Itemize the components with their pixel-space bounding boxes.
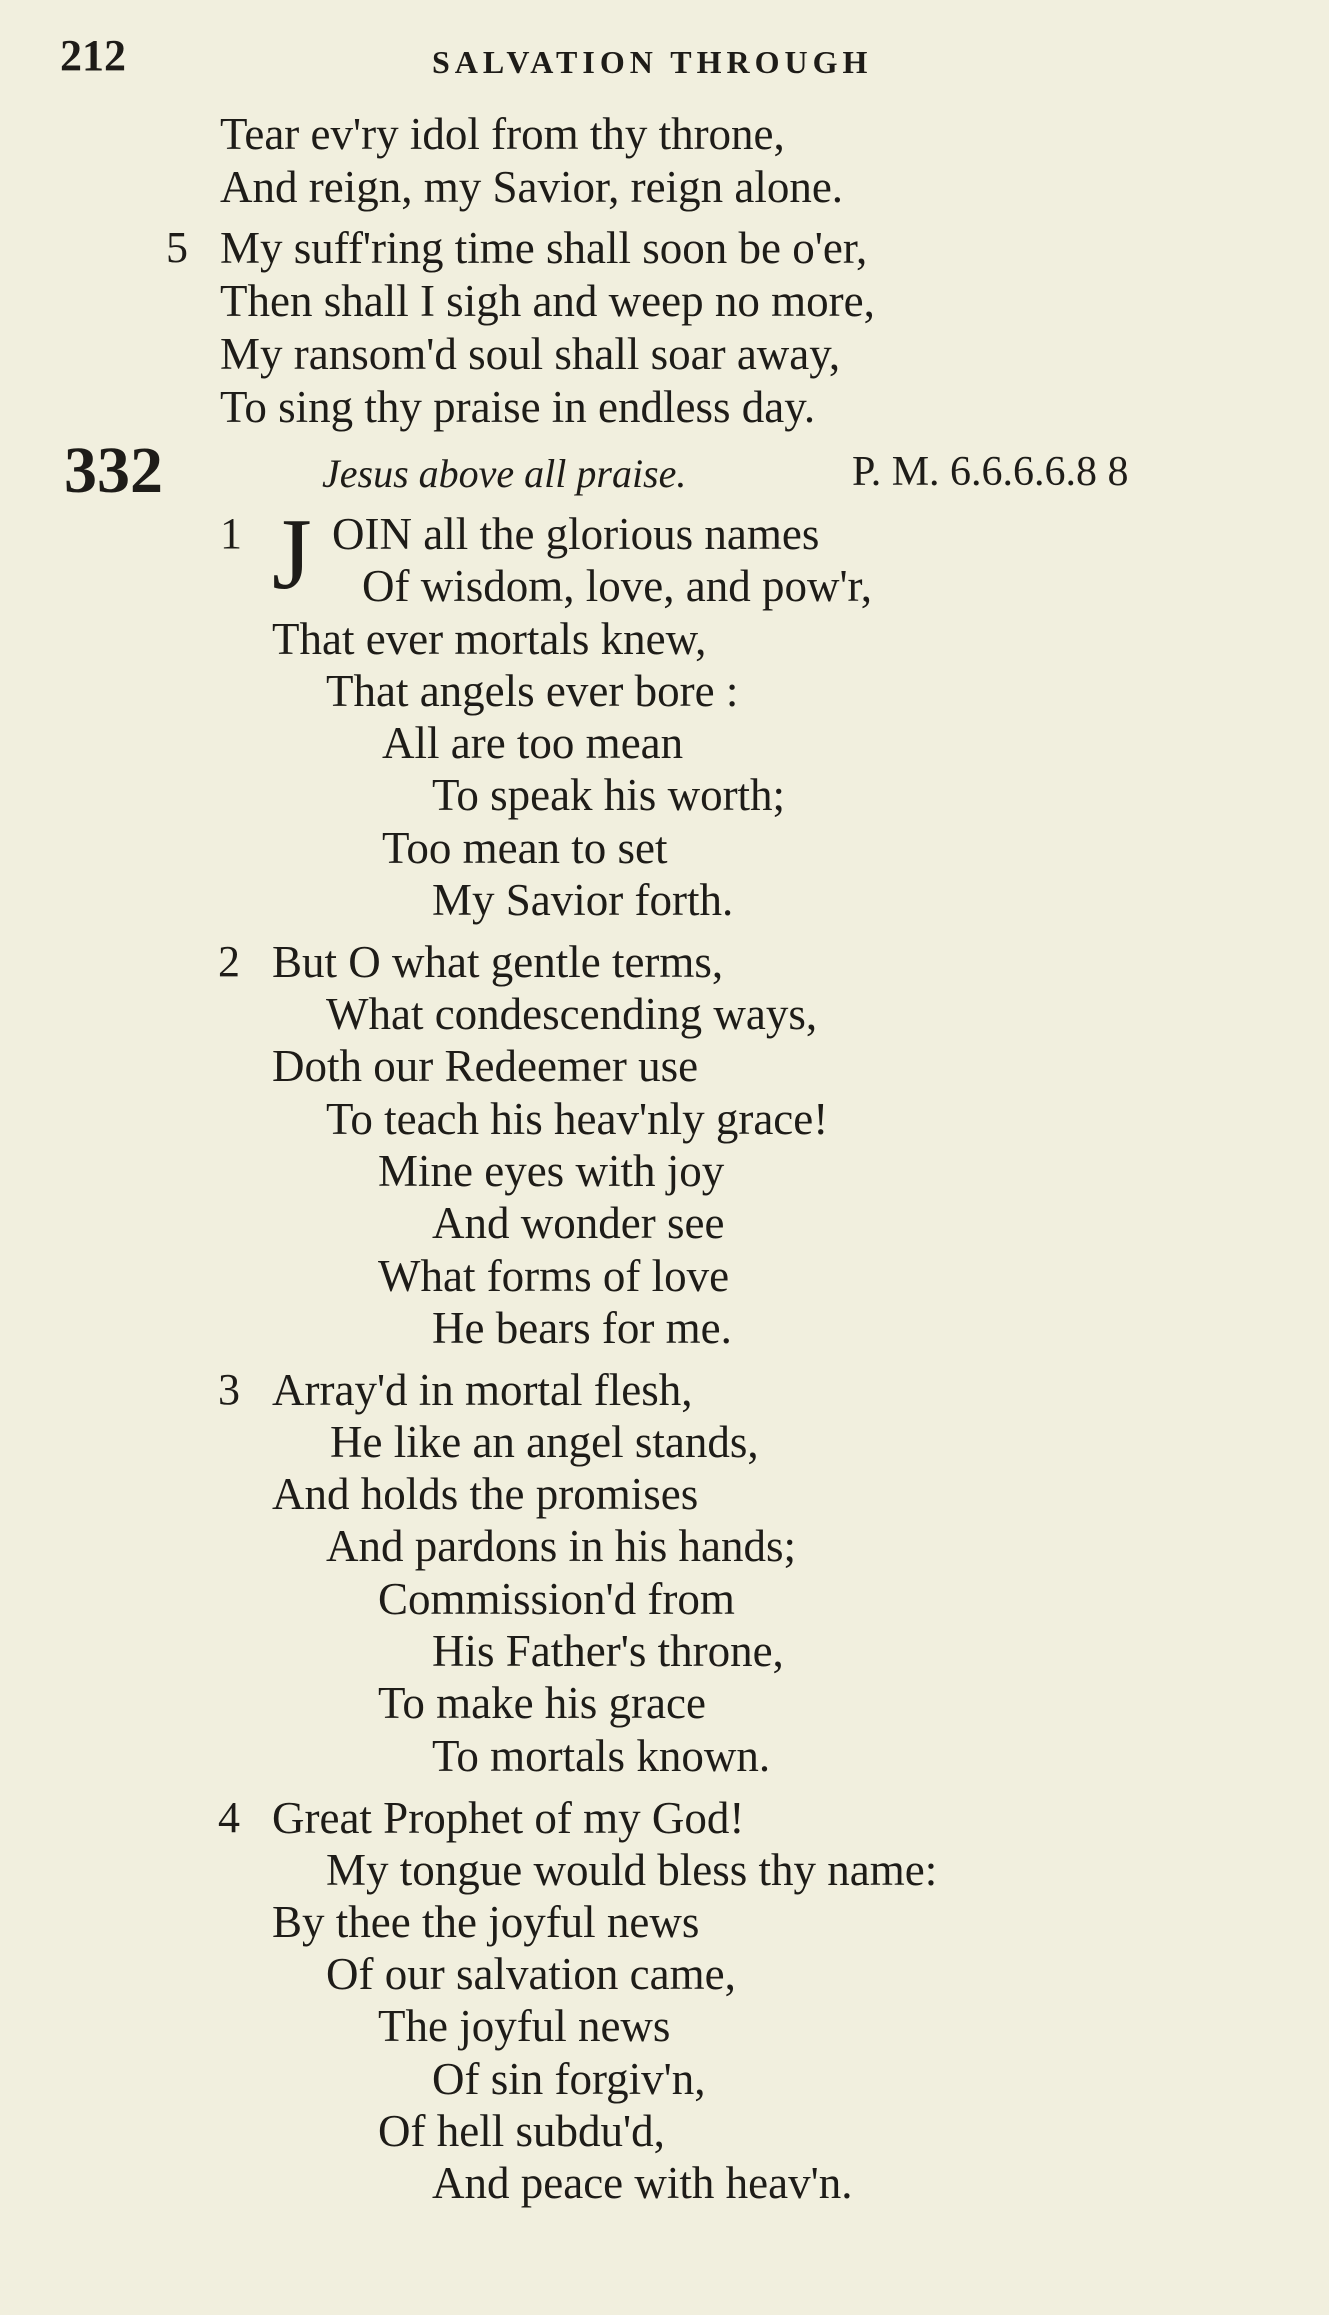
verse-line: Tear ev'ry idol from thy throne,: [220, 109, 785, 159]
verse-line: And holds the promises: [272, 1469, 699, 1519]
verse-line: But O what gentle terms,: [272, 937, 724, 987]
page-number: 212: [60, 31, 126, 80]
verse-line: My ransom'd soul shall soar away,: [220, 329, 841, 379]
verse-line: Array'd in mortal flesh,: [272, 1365, 693, 1415]
verse-line: That angels ever bore :: [326, 666, 739, 716]
verse-line: To teach his heav'nly grace!: [326, 1094, 829, 1144]
verse-line: Commission'd from: [378, 1574, 735, 1624]
verse-line: To mortals known.: [432, 1731, 771, 1781]
drop-cap: J: [272, 498, 312, 611]
verse-line: My tongue would bless thy name:: [326, 1845, 938, 1895]
verse-line: And peace with heav'n.: [432, 2158, 853, 2208]
verse-line: The joyful news: [378, 2001, 671, 2051]
verse-line: Of sin forgiv'n,: [432, 2054, 706, 2104]
page-header: [0, 30, 1329, 90]
hymn-title: Jesus above all praise.: [322, 451, 687, 496]
verse-line: And wonder see: [432, 1198, 725, 1248]
verse-line: My suff'ring time shall soon be o'er,: [220, 223, 868, 273]
verse-line: By thee the joyful news: [272, 1897, 700, 1947]
verse-number: 4: [218, 1793, 240, 1842]
verse-line: And reign, my Savior, reign alone.: [220, 162, 844, 212]
hymn-number: 332: [64, 434, 163, 507]
verse-line: Then shall I sigh and weep no more,: [220, 276, 875, 326]
verse-line: Of wisdom, love, and pow'r,: [362, 561, 872, 611]
verse-line: Doth our Redeemer use: [272, 1041, 699, 1091]
verse-line: My Savior forth.: [432, 875, 734, 925]
verse-line: OIN all the glorious names: [332, 509, 820, 559]
verse-line: What condescending ways,: [326, 989, 818, 1039]
verse-line: To speak his worth;: [432, 770, 786, 820]
verse-line: Great Prophet of my God!: [272, 1793, 745, 1843]
verse-line: Mine eyes with joy: [378, 1146, 725, 1196]
verse-line: He like an angel stands,: [330, 1417, 759, 1467]
verse-line: To sing thy praise in endless day.: [220, 382, 816, 432]
verse-line: His Father's throne,: [432, 1626, 784, 1676]
verse-number: 3: [218, 1365, 240, 1414]
verse-number: 1: [220, 509, 242, 558]
verse-line: What forms of love: [378, 1251, 730, 1301]
verse-number: 5: [166, 223, 188, 272]
verse-line: All are too mean: [382, 718, 684, 768]
verse-line: And pardons in his hands;: [326, 1521, 796, 1571]
verse-line: Of hell subdu'd,: [378, 2106, 665, 2156]
verse-line: That ever mortals knew,: [272, 614, 707, 664]
hymn-meter: P. M. 6.6.6.6.8 8: [852, 449, 1129, 495]
verse-line: Too mean to set: [382, 823, 668, 873]
verse-line: He bears for me.: [432, 1303, 732, 1353]
verse-number: 2: [218, 937, 240, 986]
running-head: SALVATION THROUGH: [432, 44, 873, 80]
verse-line: To make his grace: [378, 1678, 706, 1728]
verse-line: Of our salvation came,: [326, 1949, 736, 1999]
